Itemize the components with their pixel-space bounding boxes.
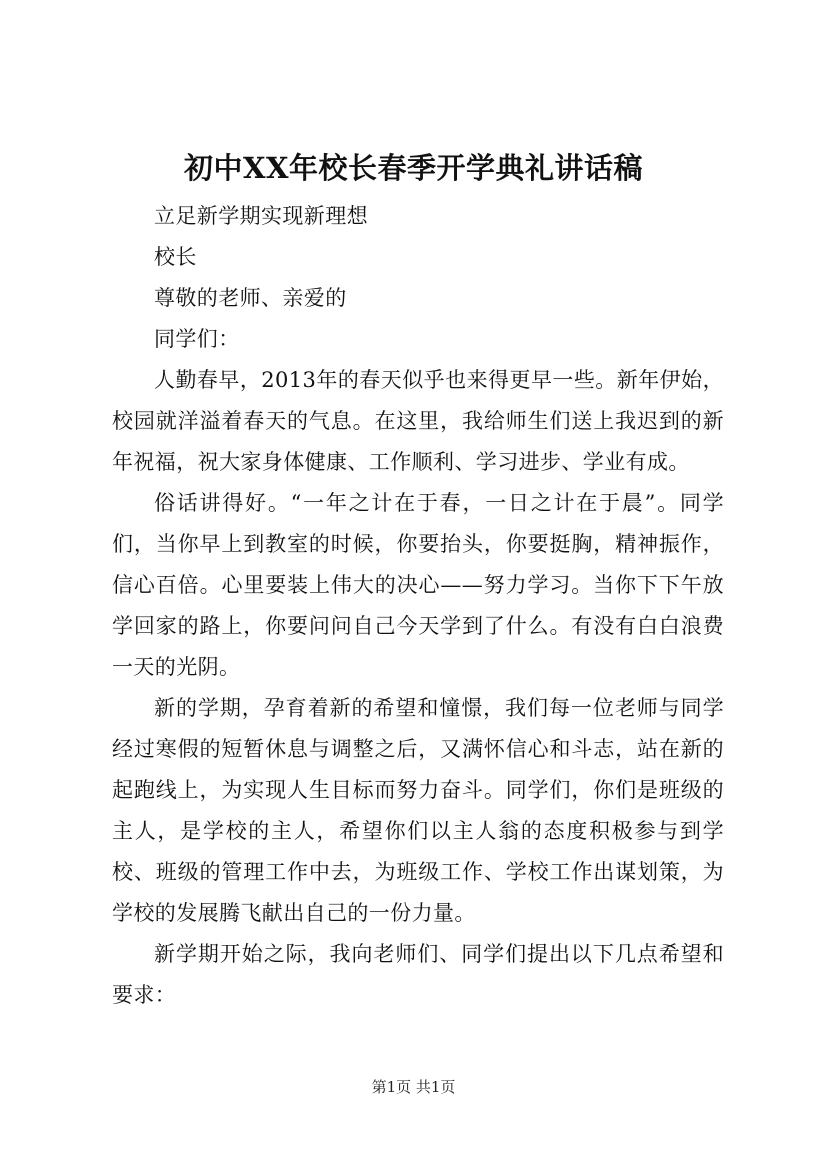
paragraph: 新学期开始之际，我向老师们、同学们提出以下几点希望和要求：	[112, 942, 724, 1007]
paragraph: 俗话讲得好。“一年之计在于春，一日之计在于晨”。同学们，当你早上到教室的时候，你要抬头，你要挺胸，精神振作，信心百倍。心里要装上伟大的决心——努力学习。当你下下午放学回家的路上，你要问问自己今天学到了什么。有没有白白浪费一天的光阴。	[112, 491, 724, 679]
paragraph: 校长	[154, 245, 197, 269]
paragraph: 人勤春早，2013年的春天似乎也来得更早一些。新年伊始，校园就洋溢着春天的气息。在这里，我给师生们送上我迟到的新年祝福，祝大家身体健康、工作顺利、学习进步、学业有成。	[112, 368, 724, 474]
document-body	[112, 196, 724, 1016]
paragraph: 同学们：	[154, 327, 240, 351]
paragraph: 尊敬的老师、亲爱的	[154, 286, 347, 310]
paragraph: 新的学期，孕育着新的希望和憧憬，我们每一位老师与同学经过寒假的短暂休息与调整之后，又满怀信心和斗志，站在新的起跑线上，为实现人生目标而努力奋斗。同学们，你们是班级的主人，是学校的主人，希望你们以主人翁的态度积极参与到学校、班级的管理工作中去，为班级工作、学校工作出谋划策，为学校的发展腾飞献出自己的一份力量。	[112, 696, 724, 925]
paragraph: 立足新学期实现新理想	[154, 204, 368, 228]
document-title: 初中XX年校长春季开学典礼讲话稿	[183, 151, 643, 185]
page-footer: 第1页 共1页	[371, 1078, 456, 1096]
